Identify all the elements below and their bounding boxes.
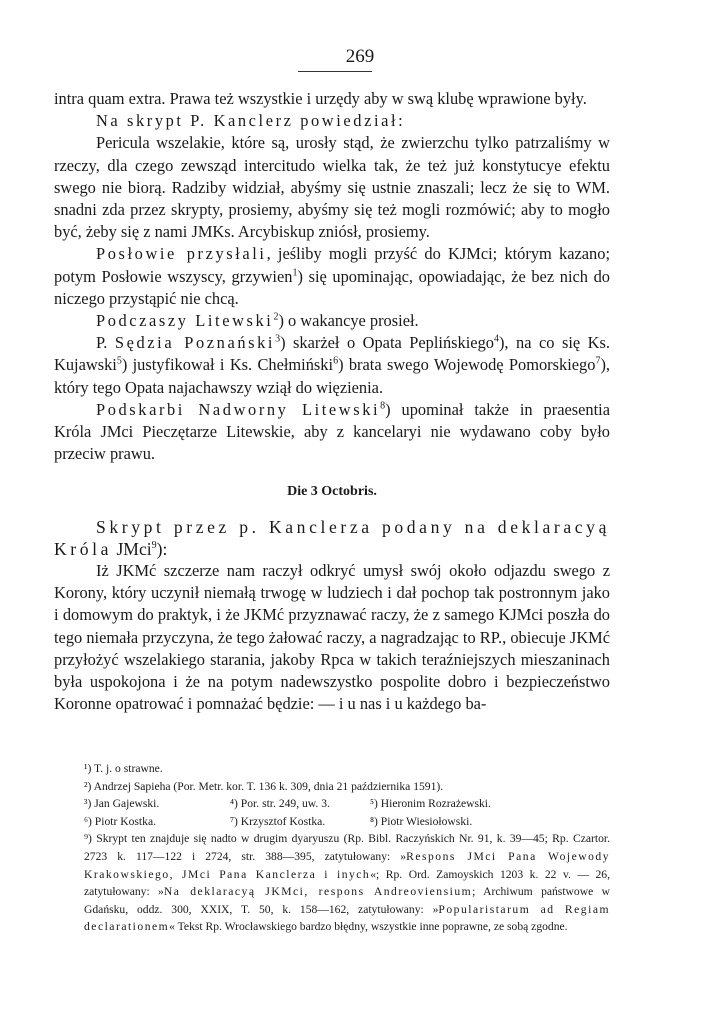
text: ) skarżeł o Opata Peplińskiego — [280, 333, 494, 353]
paragraph-3: Pericula wszelakie, które są, urosły stąd, że zwierzchu tylko patrzaliśmy w rzeczy, dla czego zewsząd intercitudo wielka tak, że też już konstytucye efektu swego nie biorą. Radziby widział, abyśmy się ustnie znaszali; lecz że się to WM. snadni zda przez skrypty, prosiemy, abyśmy się też mogli rozmówić; aby to mogło być, żeby się z nami JMKs. Arcybiskup zniósł, prosiemy. — [54, 133, 610, 242]
paragraph-8 — [54, 516, 610, 560]
footnote-ref: 5 — [116, 355, 122, 367]
footnote-ref: 9 — [151, 540, 157, 551]
footnote-ref: 6 — [333, 355, 339, 367]
footnote-ref: 7 — [595, 355, 601, 367]
spaced-title: Na deklaracyą JKMci, respons Andreoviensium — [163, 885, 473, 899]
footnote-ref: 3 — [275, 333, 281, 345]
footnote-6: ⁶) Piotr Kostka. — [84, 814, 156, 828]
footnotes — [54, 760, 610, 936]
spaced-heading-text: Na skrypt P. Kanclerz powiedział — [96, 111, 399, 131]
paragraph-5 — [54, 310, 610, 332]
spaced-title: Skrypt przez p. Kanclerza podany na deklaracyą Króla — [54, 516, 610, 559]
text: ⁹) Skrypt ten znajduje się nadto w drugim dyaryuszu (Rp. Bibl. Raczyńskich Nr. 91, k. 39—45; Rp. Czartor. 2723 k. 117—122 i 2724, str. 388—395, zatytułowany: » — [84, 832, 610, 863]
spaced-text: Podczaszy Litewski — [96, 311, 274, 331]
footnote-ref: 8 — [380, 400, 386, 412]
date-heading: Die 3 Octobris. — [287, 484, 377, 500]
text: ): — [156, 538, 168, 559]
text: «; Rp. Ord. Zamoyskich 1203 k. 22 v. — 26, zatytułowany: » — [84, 867, 610, 899]
spaced-text: Posłowie przysłali — [96, 244, 267, 264]
paragraph-7 — [54, 399, 610, 466]
text: « Tekst Rp. Wrocławskiego bardzo błędny, wszystkie inne poprawne, ze sobą zgodne. — [169, 920, 568, 934]
main-text — [54, 88, 610, 715]
footnote-row-3-5 — [54, 795, 610, 813]
paragraph-4 — [54, 243, 610, 310]
page-number-rule — [298, 71, 372, 72]
paragraph-9: Iż JKMć szczerze nam raczył odkryć umysł swój około odjazdu swego z Korony, który uczynił niemałą trwogę w ludziech i dał pochop tak postronnym jako i domowym do praktyk, i że JKMć przyznawać raczy, że z samego KJMci poszła do tego niemała przyczyna, że tego żałować raczy, a nagradzając to RP., obiecuje JKMć przyłożyć wszelakiego starania, jakoby Rpca w takich teraźniejszych mieszaninach była uspokojona i że na potym nadewszystko pospolite dobro i bezpieczeństwo Koronne opatrować i pomnażać będzie: — i u nas i u każdego ba- — [54, 561, 610, 714]
text: P. — [96, 333, 115, 353]
text: , jeśliby mogli przyść do KJMci; którym kazano; potym Posłowie wszyscy, grzywien — [54, 244, 610, 286]
paragraph-6 — [54, 332, 610, 399]
footnote-1: ¹) T. j. o strawne. — [84, 762, 163, 775]
text: ), na co się Ks. Kujawski — [54, 333, 610, 375]
text: JMci — [112, 538, 152, 559]
spaced-text: Podskarbi Nadworny Litewski — [96, 399, 381, 419]
footnote-ref: 1 — [292, 267, 298, 279]
footnote-3: ³) Jan Gajewski. — [84, 797, 160, 811]
text: ), który tego Opata najachawszy wziął do więzienia. — [54, 355, 610, 397]
spaced-text: Sędzia Poznański — [114, 333, 276, 353]
footnote-4: ⁴) Por. str. 249, uw. 3. — [230, 797, 330, 811]
footnote-ref: 2 — [273, 311, 279, 323]
footnote-ref: 4 — [493, 333, 499, 345]
footnote-2: ²) Andrzej Sapieha (Por. Metr. kor. T. 136 k. 309, dnia 21 października 1591). — [84, 779, 444, 793]
text: ) brata swego Wojewodę Pomorskiego — [338, 355, 596, 375]
footnote-row-6-8 — [54, 813, 610, 831]
text: ) o wakancye prosieł. — [278, 311, 419, 331]
text: ) się upominając, opowiadając, że bez nich do niczego przystąpić nie chcą. — [54, 266, 610, 308]
footnote-7: ⁷) Krzysztof Kostka. — [230, 814, 326, 828]
page-number: 269 — [345, 46, 375, 67]
paragraph-1: intra quam extra. Prawa też wszystkie i urzędy aby w swą klubę wprawione były. — [54, 89, 587, 108]
paragraph-2-end: : — [398, 111, 403, 131]
footnote-8: ⁸) Piotr Wiesiołowski. — [370, 814, 473, 828]
spaced-title: Popularistarum ad Regiam declarationem — [84, 902, 610, 934]
footnote-9 — [54, 830, 610, 936]
text: ) justyfikował i Ks. Chełmiński — [121, 355, 334, 375]
text: ) upominał także in praesentia Króla JMci Pieczętarze Litewskie, aby z kancelaryi nie wydawano coby było przeciw prawu. — [54, 399, 610, 464]
footnote-5: ⁵) Hieronim Rozrażewski. — [370, 797, 491, 811]
paragraph-2 — [54, 110, 610, 132]
spaced-title: Respons JMci Pana Wojewody Krakowskiego, JMci Pana Kanclerza i inych — [84, 849, 610, 881]
text: ; Archiwum państwowe w Gdańsku, oddz. 300, XXIX, T. 50, k. 158—162, zatytułowany: » — [84, 885, 610, 916]
